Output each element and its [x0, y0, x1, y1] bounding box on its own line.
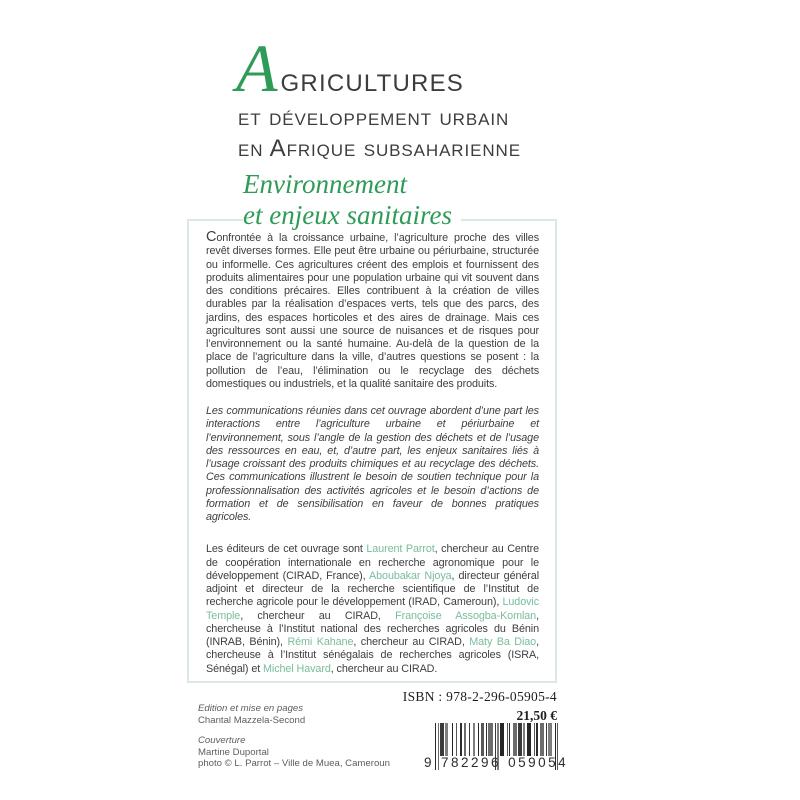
barcode-bar	[548, 723, 552, 756]
editors-text: , chercheuse à l’Institut national des recherches agricoles du Bénin (INRAB, Bénin),	[206, 609, 539, 648]
synopsis-paragraph-1	[206, 229, 539, 391]
ean-barcode	[424, 723, 569, 775]
editors-text: , chercheur au CIRAD,	[240, 609, 396, 622]
editor-name: Ludovic Temple	[206, 596, 539, 622]
subtitle-script	[243, 169, 461, 231]
barcode-bar	[527, 723, 531, 756]
isbn-text: ISBN : 978-2-296-05905-4	[402, 689, 557, 704]
barcode-bar	[481, 723, 485, 756]
barcode-digit-left: 9	[424, 755, 432, 770]
barcode-group-1: 782296	[441, 755, 502, 770]
synopsis-paragraph-italic: Les communications réunies dans cet ouvrage abordent d’une part les interactions entre l’agriculture urbaine et périurbaine et l’environnement, sous l’angle de la gestion des déchets et de l’usage des ressources en eau, et, d’autre part, les enjeux sanitaires liés à l’usage croissant des produits chimiques et au recyclage des déchets. Ces communications illustrent le besoin de soutien technique pour la professionnalisation des activités agricoles et le besoin d’actions de formation et de sensibilisation en faveur de bonnes pratiques agricoles.	[206, 405, 539, 523]
barcode-bar	[488, 723, 493, 756]
editor-name: Laurent Parrot	[366, 543, 435, 556]
isbn-price-block	[403, 689, 557, 724]
title-line-2: et développement urbain	[238, 104, 510, 131]
barcode-bar	[473, 723, 476, 756]
barcode-bar	[469, 723, 470, 756]
synopsis-paragraph-1-text: onfrontée à la croissance urbaine, l’agriculture proche des villes revêt diverses formes. Elle peut être urbaine ou périurbaine, structurée ou informelle. Ces agricultures créent des emplois et fournissent des produits alimentaires pour une population urbaine qui vit souvent dans des conditions précaires. Elles contribuent à la création de villes durables par la réalisation d’espaces verts, tels que des parcs, des jardins, des espaces horticoles et des aires de drainage. Mais ces agricultures sont aussi une source de nuisances et de risques pour l’environnement ou la santé humaine. Au-delà de la question de la place de l’agriculture dans la ville, d’autres questions se posent : la pollution de l’eau, l’élimination ou le recyclage des déchets domestiques ou industriels, et la qualité sanitaire des produits.	[206, 232, 539, 390]
barcode-bar	[536, 723, 537, 756]
editors-text: Les éditeurs de cet ouvrage sont	[206, 543, 367, 556]
barcode-number	[424, 755, 568, 770]
editor-name: Aboubakar Njoya	[369, 569, 452, 582]
barcode-bar	[518, 723, 522, 756]
editors-text: , chercheur au CIRAD,	[353, 636, 470, 648]
title-initial-letter: A	[236, 30, 278, 106]
paragraph-initial-letter: C	[206, 229, 217, 245]
subtitle-line-2: et enjeux sanitaires	[243, 200, 461, 231]
subtitle-line-1: Environnement	[243, 169, 416, 200]
editor-name: Françoise Assogba-Komlan	[395, 609, 537, 622]
editor-name: Maty Ba Diao	[469, 636, 537, 648]
editor-name: Michel Havard	[263, 662, 331, 675]
editors-text: , directeur général adjoint et directeur de la recherche scientifique de l’Institut de recherche agricole pour le développement (IRAD, Cameroun),	[206, 569, 539, 609]
editors-text: , chercheur au CIRAD.	[330, 662, 438, 675]
barcode-group-2: 059054	[508, 755, 569, 770]
editors-text: , chercheuse à l’Institut sénégalais de recherches agricoles (ISRA, Sénégal) et	[206, 636, 539, 675]
synopsis-box	[187, 219, 557, 683]
barcode-bar	[452, 723, 453, 756]
barcode-bar	[509, 723, 510, 756]
price-text: 21,50 €	[516, 708, 557, 723]
title-line-3: en Afrique subsaharienne	[238, 135, 521, 162]
barcode-bar	[445, 723, 448, 756]
edition-credit-label: Edition et mise en pages	[198, 703, 304, 714]
barcode-bar	[460, 723, 463, 756]
barcode-bar	[500, 723, 504, 756]
editor-name: Rémi Kahane	[287, 636, 354, 648]
credits-block	[198, 703, 390, 770]
barcode-bar	[486, 723, 487, 756]
barcode-bar	[523, 723, 524, 756]
barcode-bar	[534, 723, 535, 756]
edition-credit-name: Chantal Mazzela-Second	[198, 714, 306, 726]
title-line-1	[236, 30, 464, 106]
editors-text: , chercheur au Centre de coopération internationale en recherche agronomique pour le développement (CIRAD, France),	[206, 543, 540, 582]
barcode-bar	[464, 723, 467, 756]
cover-credit-label: Couverture	[198, 735, 246, 747]
photo-credit: photo © L. Parrot – Ville de Muea, Cameroun	[198, 758, 390, 770]
barcode-bar	[478, 723, 479, 756]
barcode-bar	[456, 723, 457, 756]
barcode-bar	[546, 723, 547, 756]
barcode-bar	[507, 723, 508, 756]
editors-paragraph	[206, 543, 539, 676]
barcode-bar	[540, 723, 544, 756]
barcode-bar	[440, 723, 444, 756]
cover-credit-name: Martine Duportal	[198, 746, 269, 758]
title-line-1-rest: GRICULTURES	[280, 70, 464, 97]
barcode-bar	[513, 723, 517, 756]
